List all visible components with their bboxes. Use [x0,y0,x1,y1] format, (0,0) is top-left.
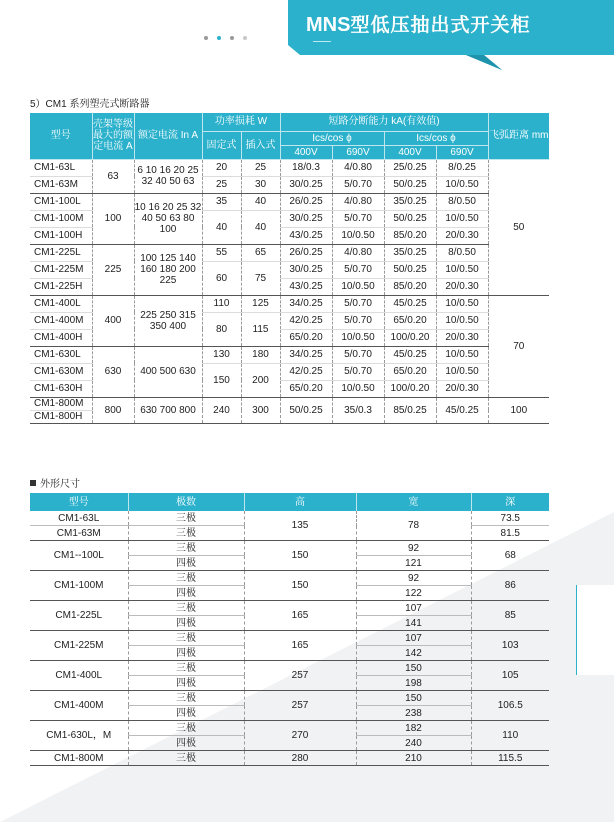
cell-400v-b: 85/0.20 [384,227,436,244]
page-dot [204,36,208,40]
cell-depth: 115.5 [471,751,549,766]
table-row [30,346,549,363]
th-height: 高 [244,493,356,511]
cell-690v-a: 10/0.50 [332,227,384,244]
header-title-cn: 型低压抽出式开关柜 [350,15,531,36]
cell-690v-b: 20/0.30 [436,329,488,346]
table-row [30,295,549,312]
cell-height: 135 [244,511,356,541]
cell-690v-a: 5/0.70 [332,261,384,278]
cell-690v-a: 5/0.70 [332,295,384,312]
cell-plugin: 40 [241,193,280,210]
cell-fixed: 130 [202,346,241,363]
cell-frame: 63 [92,159,134,193]
cell-690v-b: 20/0.30 [436,380,488,397]
table-row [30,571,549,586]
cell-poles: 三极 [128,691,244,706]
cell-fixed: 55 [202,244,241,261]
cell-width: 92 [356,541,471,556]
cell-rated: 225 250 315 350 400 [134,295,202,346]
cell-690v-b: 10/0.50 [436,210,488,227]
cell-400v-a: 30/0.25 [280,210,332,227]
cell-400v-a: 26/0.25 [280,193,332,210]
cell-400v-b: 65/0.20 [384,363,436,380]
cell-400v-b: 50/0.25 [384,210,436,227]
cell-plugin: 180 [241,346,280,363]
cell-model: CM1-800M [30,751,128,766]
cell-poles: 四极 [128,586,244,601]
th-ics-1: Ics/cos ϕ [280,131,384,145]
cell-690v-b: 10/0.50 [436,363,488,380]
cell-frame: 630 [92,346,134,397]
cell-690v-b: 45/0.25 [436,397,488,423]
cell-690v-a: 35/0.3 [332,397,384,423]
cell-poles: 三极 [128,541,244,556]
cell-depth: 85 [471,601,549,631]
cell-690v-a: 5/0.70 [332,312,384,329]
cell-poles: 四极 [128,556,244,571]
cell-690v-b: 10/0.50 [436,176,488,193]
th-ics-2: Ics/cos ϕ [384,131,488,145]
cell-690v-a: 5/0.70 [332,210,384,227]
cell-plugin: 200 [241,363,280,397]
cell-arc: 70 [488,295,549,397]
page-dot-active [217,36,221,40]
cell-690v-a: 4/0.80 [332,159,384,176]
th-690v-b: 690V [436,145,488,159]
cell-fixed: 25 [202,176,241,193]
cell-model: CM1-400H [30,329,92,346]
cell-690v-a: 5/0.70 [332,176,384,193]
cell-fixed: 150 [202,363,241,397]
th-fixed: 固定式 [202,131,241,159]
cell-690v-b: 20/0.30 [436,278,488,295]
cell-model: CM1-630L [30,346,92,363]
cell-poles: 三极 [128,721,244,736]
header-title [306,10,606,37]
cell-690v-a: 10/0.50 [332,329,384,346]
cell-plugin: 40 [241,210,280,244]
section2-title [30,475,80,490]
cell-400v-a: 26/0.25 [280,244,332,261]
cell-height: 280 [244,751,356,766]
breaker-spec-table [30,113,549,424]
cell-depth: 73.5 [471,511,549,526]
table-row [30,721,549,736]
cell-model: CM1-225L [30,244,92,261]
cell-width: 121 [356,556,471,571]
cell-depth: 86 [471,571,549,601]
th-poles: 极数 [128,493,244,511]
cell-model: CM1-225M [30,631,128,661]
cell-width: 78 [356,511,471,541]
th-power-loss: 功率损耗 W [202,113,280,131]
cell-plugin: 300 [241,397,280,423]
cell-fixed: 110 [202,295,241,312]
cell-width: 150 [356,691,471,706]
cell-model: CM1--100L [30,541,128,571]
section2-title-text: 外形尺寸 [40,479,80,490]
cell-poles: 四极 [128,616,244,631]
table-row [30,541,549,556]
cell-plugin: 75 [241,261,280,295]
cell-model: CM1-400L [30,295,92,312]
cell-poles: 三极 [128,631,244,646]
cell-model: CM1-400L [30,661,128,691]
cell-height: 165 [244,601,356,631]
cell-690v-a: 4/0.80 [332,244,384,261]
cell-690v-a: 10/0.50 [332,380,384,397]
cell-model: CM1-630L，M [30,721,128,751]
th-model: 型号 [30,113,92,159]
cell-rated: 6 10 16 20 25 32 40 50 63 [134,159,202,193]
cell-400v-b: 45/0.25 [384,295,436,312]
page-dot [230,36,234,40]
cell-rated: 400 500 630 [134,346,202,397]
square-bullet-icon [30,480,36,486]
cell-depth: 110 [471,721,549,751]
cell-poles: 三极 [128,571,244,586]
cell-400v-b: 100/0.20 [384,329,436,346]
cell-arc: 100 [488,397,549,423]
cell-400v-a: 65/0.20 [280,329,332,346]
cell-model: CM1-225H [30,278,92,295]
cell-fixed: 240 [202,397,241,423]
cell-400v-a: 65/0.20 [280,380,332,397]
cell-depth: 106.5 [471,691,549,721]
cell-poles: 三极 [128,511,244,526]
table-row [30,244,549,261]
cell-height: 150 [244,541,356,571]
cell-400v-b: 50/0.25 [384,261,436,278]
cell-model: CM1-800H [30,410,92,423]
cell-400v-b: 65/0.20 [384,312,436,329]
cell-width: 150 [356,661,471,676]
cell-400v-a: 34/0.25 [280,346,332,363]
cell-frame: 225 [92,244,134,295]
cell-690v-a: 5/0.70 [332,363,384,380]
cell-400v-a: 30/0.25 [280,176,332,193]
cell-model: CM1-63M [30,176,92,193]
cell-690v-b: 10/0.50 [436,312,488,329]
cell-400v-a: 42/0.25 [280,312,332,329]
cell-400v-b: 50/0.25 [384,176,436,193]
cell-400v-b: 85/0.25 [384,397,436,423]
cell-poles: 四极 [128,676,244,691]
cell-model: CM1-63L [30,159,92,176]
cell-400v-a: 43/0.25 [280,278,332,295]
th-breaking: 短路分断能力 kA(有效值) [280,113,488,131]
th-plugin: 插入式 [241,131,280,159]
cell-model: CM1-63M [30,526,128,541]
cell-poles: 三极 [128,661,244,676]
cell-model: CM1-100M [30,210,92,227]
cell-model: CM1-63L [30,511,128,526]
cell-plugin: 25 [241,159,280,176]
cell-depth: 103 [471,631,549,661]
cell-height: 270 [244,721,356,751]
cell-depth: 81.5 [471,526,549,541]
cell-model: CM1-400M [30,691,128,721]
th-depth: 深 [471,493,549,511]
cell-width: 182 [356,721,471,736]
cell-depth: 105 [471,661,549,691]
cell-model: CM1-225L [30,601,128,631]
cell-model: CM1-100L [30,193,92,210]
cell-400v-a: 34/0.25 [280,295,332,312]
th-690v-a: 690V [332,145,384,159]
cell-height: 165 [244,631,356,661]
cell-depth: 68 [471,541,549,571]
cell-400v-a: 30/0.25 [280,261,332,278]
table-row [30,511,549,526]
dimensions-table [30,493,549,766]
cell-model: CM1-630H [30,380,92,397]
cell-width: 142 [356,646,471,661]
cell-poles: 三极 [128,526,244,541]
cell-fixed: 80 [202,312,241,346]
cell-plugin: 65 [241,244,280,261]
cell-400v-b: 85/0.20 [384,278,436,295]
section1-title: 5）CM1 系列塑壳式断路器 [30,99,150,110]
cell-width: 92 [356,571,471,586]
cell-width: 122 [356,586,471,601]
cell-690v-a: 5/0.70 [332,346,384,363]
cell-400v-a: 42/0.25 [280,363,332,380]
table-row [30,661,549,676]
cell-plugin: 30 [241,176,280,193]
cell-plugin: 115 [241,312,280,346]
cell-fixed: 60 [202,261,241,295]
cell-400v-b: 35/0.25 [384,244,436,261]
th-400v-a: 400V [280,145,332,159]
cell-690v-b: 10/0.50 [436,346,488,363]
th-arc: 飞弧距离 mm [488,113,549,159]
cell-400v-b: 25/0.25 [384,159,436,176]
cell-poles: 四极 [128,706,244,721]
header-rule [313,41,331,42]
cell-model: CM1-400M [30,312,92,329]
cell-fixed: 20 [202,159,241,176]
cell-690v-b: 8/0.50 [436,193,488,210]
cell-poles: 三极 [128,751,244,766]
table-row [30,397,549,410]
cell-width: 141 [356,616,471,631]
cell-height: 150 [244,571,356,601]
cell-fixed: 40 [202,210,241,244]
cell-width: 107 [356,601,471,616]
cell-model: CM1-225M [30,261,92,278]
cell-400v-a: 43/0.25 [280,227,332,244]
cell-690v-b: 20/0.30 [436,227,488,244]
cell-400v-b: 45/0.25 [384,346,436,363]
cell-rated: 100 125 140 160 180 200 225 [134,244,202,295]
cell-400v-a: 18/0.3 [280,159,332,176]
cell-width: 240 [356,736,471,751]
page-dot [243,36,247,40]
table-row [30,193,549,210]
cell-400v-b: 35/0.25 [384,193,436,210]
table-row [30,601,549,616]
cell-width: 210 [356,751,471,766]
cell-rated: 630 700 800 [134,397,202,423]
table-row [30,631,549,646]
cell-plugin: 125 [241,295,280,312]
table-row [30,691,549,706]
cell-height: 257 [244,691,356,721]
cell-690v-a: 4/0.80 [332,193,384,210]
cell-model: CM1-630M [30,363,92,380]
cell-width: 238 [356,706,471,721]
cell-frame: 800 [92,397,134,423]
cell-frame: 400 [92,295,134,346]
cell-poles: 四极 [128,646,244,661]
cell-690v-b: 10/0.50 [436,261,488,278]
th-width: 宽 [356,493,471,511]
cell-fixed: 35 [202,193,241,210]
th-frame-current: 壳架等级最大的额定电流 A [92,113,134,159]
th-400v-b: 400V [384,145,436,159]
cell-690v-b: 8/0.25 [436,159,488,176]
table-row [30,159,549,176]
cell-400v-a: 50/0.25 [280,397,332,423]
cell-poles: 三极 [128,601,244,616]
th-model: 型号 [30,493,128,511]
cell-rated: 10 16 20 25 32 40 50 63 80 100 [134,193,202,244]
cell-model: CM1-100M [30,571,128,601]
side-tab [577,585,614,675]
cell-690v-a: 10/0.50 [332,278,384,295]
cell-frame: 100 [92,193,134,244]
cell-width: 107 [356,631,471,646]
cell-690v-b: 10/0.50 [436,295,488,312]
cell-width: 198 [356,676,471,691]
header-title-latin: MNS [306,14,351,36]
page-dots [204,36,247,40]
cell-arc: 50 [488,159,549,295]
cell-400v-b: 100/0.20 [384,380,436,397]
table-row [30,751,549,766]
cell-model: CM1-100H [30,227,92,244]
th-rated-current: 额定电流 In A [134,113,202,159]
cell-poles: 四极 [128,736,244,751]
cell-model: CM1-800M [30,397,92,410]
cell-height: 257 [244,661,356,691]
cell-690v-b: 8/0.50 [436,244,488,261]
